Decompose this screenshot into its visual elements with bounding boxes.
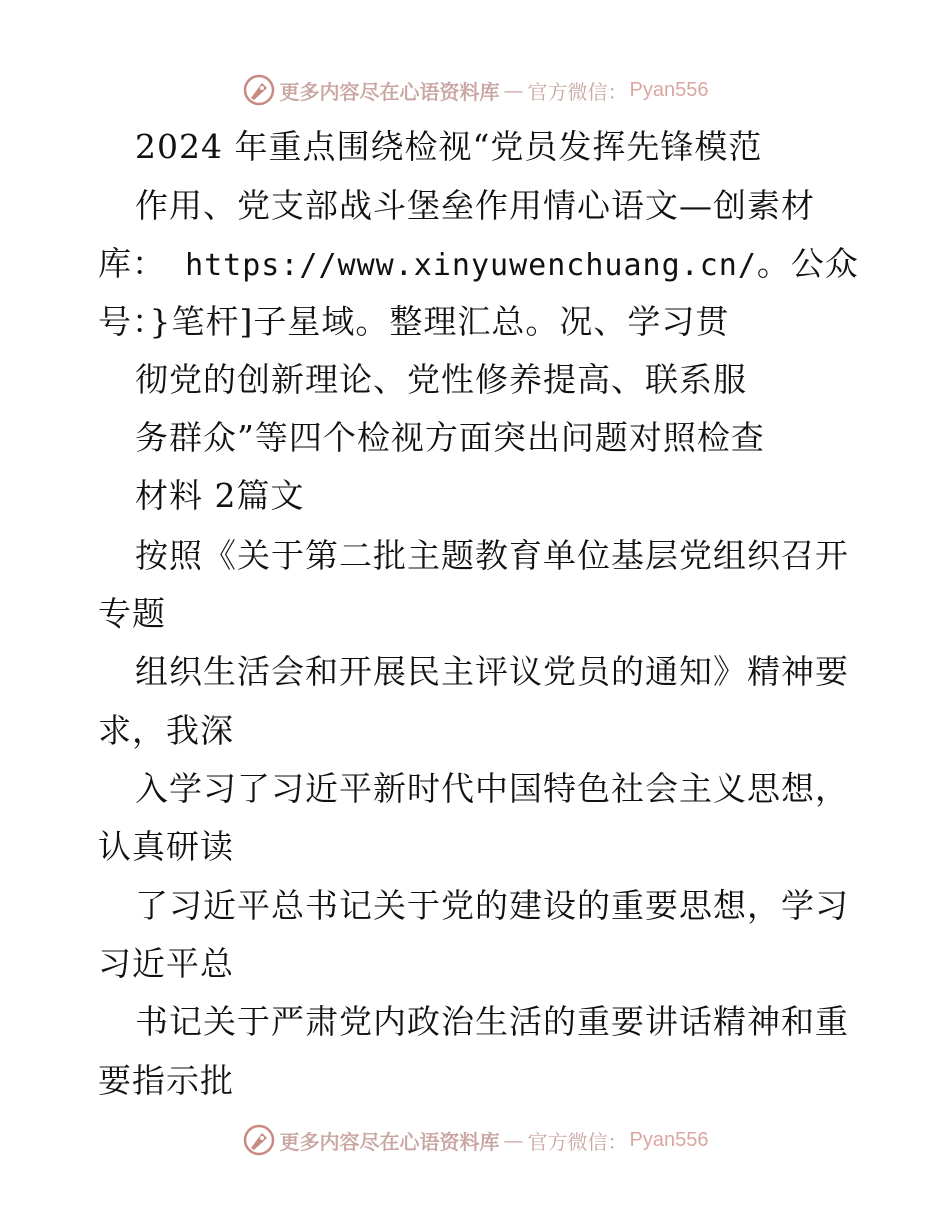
banner-wechat-label: 官方微信： [527,79,628,104]
doc-line: 2024 年重点围绕检视“党员发挥先锋模范 [135,127,763,166]
doc-text: 。公众 [756,244,859,283]
banner-separator: — [503,1128,524,1152]
doc-line: 组织生活会和开展民主评议党员的通知》精神要 [135,652,849,691]
doc-line: 按照《关于第二批主题教育单位基层党组织召开 [135,536,849,575]
doc-line: 作用、党支部战斗堡垒作用情心语文—创素材 [135,186,815,225]
doc-line [98,244,859,286]
doc-url: https://www.xinyuwenchuang.cn/ [185,248,757,283]
doc-line: 认真研读 [98,827,234,866]
banner-separator: — [503,78,524,102]
doc-text: 库： [98,244,166,283]
doc-line: 要指示批 [98,1061,234,1100]
banner-account: Pyan556 [629,1128,709,1151]
doc-line: 求，我深 [98,711,234,750]
pen-nib-logo-icon [242,73,276,107]
doc-line: 入学习了习近平新时代中国特色社会主义思想， [135,769,849,808]
doc-line: 彻党的创新理论、党性修养提高、联系服 [135,360,747,399]
doc-line: 材料 2篇文 [135,476,305,515]
doc-line: 书记关于严肃党内政治生活的重要讲话精神和重 [135,1002,849,1041]
banner-account: Pyan556 [629,78,709,101]
banner-wechat-label: 官方微信： [527,1129,628,1154]
footer-banner [0,1120,950,1160]
doc-line: 习近平总 [98,944,234,983]
doc-line: 了习近平总书记关于党的建设的重要思想，学习 [135,886,849,925]
doc-line: 专题 [98,594,166,633]
banner-text: 更多内容尽在心语资料库 [279,79,500,104]
pen-nib-logo-icon [242,1123,276,1157]
header-banner [0,70,950,110]
doc-line: 号：}笔杆]子星域。整理汇总。况、学习贯 [98,302,730,341]
doc-line: 务群众”等四个检视方面突出问题对照检查 [135,418,765,457]
banner-text: 更多内容尽在心语资料库 [279,1129,500,1154]
